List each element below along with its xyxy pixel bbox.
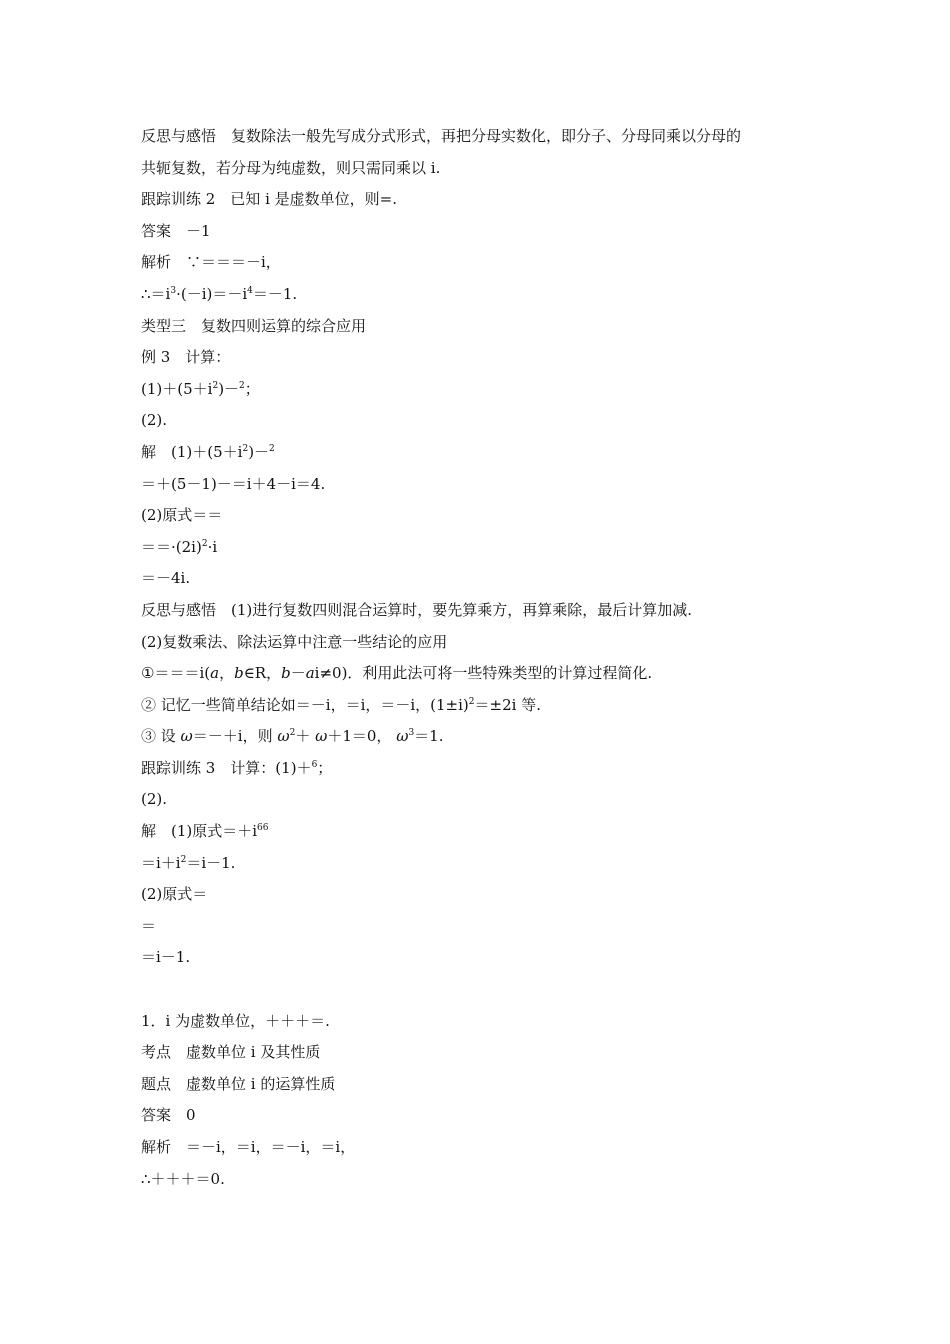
exercise-1-question: 1．i 为虚数单位，＋＋＋＝.: [141, 1011, 330, 1030]
exercise-1-analysis-line-2: ∴＋＋＋＝0.: [141, 1169, 225, 1188]
practice-2-question: 跟踪训练 2 已知 i 是虚数单位，则=.: [141, 190, 397, 209]
reflection-3-line-2: (2)复数乘法、除法运算中注意一些结论的应用: [141, 632, 448, 651]
example-3-title: 例 3 计算：: [141, 348, 231, 367]
reflection-3-line-1: 反思与感悟 (1)进行复数四则混合运算时，要先算乘方，再算乘除，最后计算加减.: [141, 600, 693, 619]
rule-1: ①＝＝＝i(a，b∈R，b－ai≠0)．利用此法可将一些特殊类型的计算过程简化.: [141, 664, 653, 683]
practice-3-solution-2-line-1: (2)原式＝: [141, 885, 208, 904]
practice-3-part-2: (2).: [141, 790, 168, 809]
reflection-line-1: 反思与感悟 复数除法一般先写成分式形式，再把分母实数化，即分子、分母同乘以分母的: [141, 127, 742, 145]
practice-3-solution-1-line-1: 解 (1)原式$=+i^{66}$: [141, 822, 269, 841]
practice-2-analysis-line-2: $\therefore=i^3\cdot(-i)=-i^4=-1$.: [141, 284, 298, 303]
exercise-1-answer: 答案 0: [141, 1106, 196, 1125]
practice-3-solution-2-line-2: ＝: [141, 916, 157, 935]
example-3-part-1: $(1)+(5+i^2)-^2$；: [141, 379, 260, 398]
rule-3: ③ 设 ω＝－＋i，则 $\omega^2+ \omega+1=0$， $\omega^3=1$.: [141, 727, 444, 746]
solution-part-1-line-2: ＝＋(5－1)－＝i＋4－i＝4.: [141, 474, 326, 493]
practice-2-answer: 答案 －1: [141, 221, 211, 240]
section-heading-type-3: 类型三 复数四则运算的综合应用: [141, 316, 367, 335]
solution-part-2-line-2: $==\cdot(2i)^2\cdot i$: [141, 537, 218, 556]
exercise-1-analysis-line-1: 解析 ＝－i，＝i，＝－i，＝i，: [141, 1138, 356, 1156]
practice-3-solution-1-line-2: $=i+i^2=i-1$.: [141, 853, 236, 872]
practice-2-analysis-line-1: 解析 ∵＝＝＝－i，: [141, 253, 281, 272]
practice-3-solution-2-line-3: ＝i－1.: [141, 948, 191, 967]
solution-part-2-line-3: ＝－4i.: [141, 569, 191, 588]
section-spacer: [141, 974, 821, 1006]
reflection-line-2: 共轭复数，若分母为纯虚数，则只需同乘以 i.: [141, 158, 441, 177]
exercise-1-tidian: 题点 虚数单位 i 的运算性质: [141, 1074, 336, 1093]
practice-3-question: 跟踪训练 3 计算：(1)＋$^6$；: [141, 758, 333, 777]
exercise-1-kaodian: 考点 虚数单位 i 及其性质: [141, 1043, 321, 1062]
rule-2: ② 记忆一些简单结论如＝－i，＝i，＝－i，$(1\pm i)^2=\pm 2i$ 等.: [141, 695, 541, 714]
example-3-part-2: (2).: [141, 411, 168, 430]
document-page: [141, 121, 821, 1195]
solution-part-2-line-1: (2)原式＝＝: [141, 506, 223, 525]
solution-part-1-line-1: 解 $(1)+(5+i^2)-^2$: [141, 442, 275, 461]
